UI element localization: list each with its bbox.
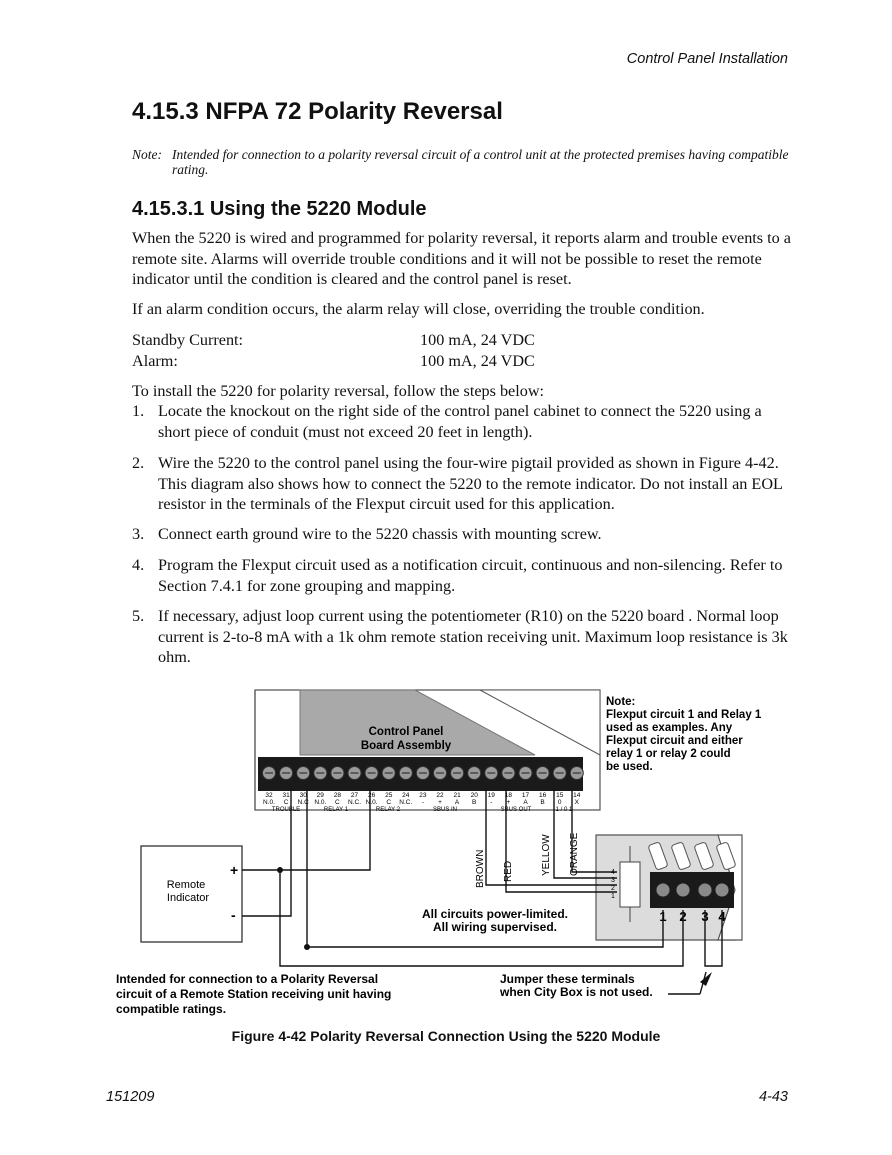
- plus-sign: +: [230, 862, 239, 878]
- alarm-paragraph: If an alarm condition occurs, the alarm relay will close, overriding the trouble condition.: [132, 300, 705, 318]
- step-text: If necessary, adjust loop current using the potentiometer (R10) on the 5220 board . Normal loop current is 2-to-8 mA with a 1k ohm remote station receiving unit. Maximum loop resistance is 3k ohm.: [158, 607, 788, 666]
- spec-value: 100 mA, 24 VDC: [420, 331, 535, 349]
- terminal-number: 17: [521, 792, 530, 799]
- note-line: relay 1 or relay 2 could: [606, 748, 731, 760]
- terminal-label: N.C.: [399, 799, 413, 806]
- terminal-number: 30: [299, 792, 307, 799]
- module-terminal-screw: [676, 883, 690, 897]
- wire-label: RED: [503, 860, 514, 882]
- intro-paragraph: When the 5220 is wired and programmed for polarity reversal, it reports alarm and trouble events to a remote site. Alarms will override trouble conditions and it will not be possible to reset the remote indicator until the condition is cleared and the control panel is reset.: [132, 229, 791, 288]
- step-number: 1.: [132, 402, 145, 420]
- terminal-number: 21: [453, 792, 461, 799]
- module-terminal-screw: [698, 883, 712, 897]
- remote-indicator-label: Remote: [166, 879, 206, 891]
- module-terminal-number: 1: [659, 909, 667, 924]
- terminal-number: 18: [504, 792, 513, 799]
- module-terminal-screw: [715, 883, 729, 897]
- note-line: be used.: [606, 761, 653, 773]
- wire-label: ORANGE: [569, 832, 580, 876]
- terminal-label: N.C: [297, 799, 309, 806]
- module-terminal-screw: [656, 883, 670, 897]
- note-line: used as examples. Any: [606, 722, 733, 734]
- remote-indicator-label: Indicator: [166, 892, 210, 904]
- terminal-label: X: [574, 799, 579, 806]
- terminal-number: 15: [556, 792, 564, 799]
- spec-label: Standby Current:: [132, 331, 244, 349]
- terminal-label: N.0.: [314, 799, 327, 806]
- terminal-number: 20: [470, 792, 478, 799]
- terminal-label: A: [523, 799, 528, 806]
- steps-intro: To install the 5220 for polarity reversal, follow the steps below:: [132, 382, 545, 400]
- module-terminal-number: 2: [679, 909, 687, 924]
- terminal-label: A: [454, 799, 460, 806]
- terminal-number: 32: [265, 792, 273, 799]
- terminal-label: -: [421, 799, 424, 806]
- remote-indicator: [141, 846, 242, 942]
- connector-pin: 4: [611, 869, 615, 876]
- terminal-label: +: [506, 799, 511, 806]
- terminal-number: 14: [573, 792, 581, 799]
- terminal-number: 29: [316, 792, 324, 799]
- terminal-number: 26: [367, 792, 376, 799]
- terminal-label: N.0.: [365, 799, 378, 806]
- terminal-number: 19: [487, 792, 495, 799]
- terminal-number: 16: [538, 792, 547, 799]
- left-note-line: circuit of a Remote Station receiving unit having: [116, 987, 392, 1001]
- terminal-group-label: TROUBLE: [271, 807, 301, 813]
- step-text: Program the Flexput circuit used as a notification circuit, continuous and non-silencing. Refer to Section 7.4.1 for zone grouping and mapping.: [158, 556, 783, 595]
- terminal-label: B: [540, 799, 545, 806]
- terminal-number: 25: [385, 792, 393, 799]
- step-number: 4.: [132, 556, 145, 574]
- terminal-number: 28: [333, 792, 342, 799]
- terminal-group-label: SBUS OUT: [500, 807, 532, 813]
- section-heading: 4.15.3 NFPA 72 Polarity Reversal: [132, 98, 503, 125]
- terminal-label: C: [283, 799, 289, 806]
- supervised-note: All wiring supervised.: [432, 920, 558, 934]
- step-number: 3.: [132, 525, 145, 543]
- terminal-label: -: [490, 799, 493, 806]
- running-header: Control Panel Installation: [626, 51, 788, 67]
- step-text: Wire the 5220 to the control panel using the four-wire pigtail provided as shown in Figure 4-42. This diagram also shows how to connect the 5220 to the remote indicator. Do not install an EOL resistor in the terminals of the Flexput circuit used for this application.: [158, 454, 783, 513]
- diagram-note: [606, 696, 762, 773]
- terminal-number: 27: [350, 792, 359, 799]
- page-number: 4-43: [758, 1089, 788, 1105]
- terminal-label: C: [335, 799, 340, 806]
- note-line: Note:: [606, 696, 636, 708]
- module-terminal-number: 4: [718, 909, 726, 924]
- terminal-label: +: [438, 799, 442, 806]
- terminal-number: 24: [402, 792, 410, 799]
- figure-caption: Figure 4-42 Polarity Reversal Connection Using the 5220 Module: [231, 1028, 661, 1044]
- jumper-note-line: Jumper these terminals: [500, 972, 635, 986]
- note-line: Flexput circuit 1 and Relay 1: [606, 709, 762, 721]
- left-note-line: compatible ratings.: [116, 1002, 227, 1016]
- terminal-label: N.C.: [348, 799, 361, 806]
- note-text: Intended for connection to a polarity reversal circuit of a control unit at the protected premises having compatible rating.: [172, 147, 789, 177]
- jumper-note-line: when City Box is not used.: [500, 985, 653, 999]
- connector-pin: 2: [611, 885, 615, 892]
- note-label: Note:: [132, 147, 162, 162]
- note-line: Flexput circuit and either: [606, 735, 743, 747]
- module-terminal-number: 3: [701, 909, 709, 924]
- terminal-label: B: [472, 799, 477, 806]
- spec-label: Alarm:: [132, 352, 178, 370]
- power-limited-note: All circuits power-limited.: [421, 907, 569, 921]
- spec-value: 100 mA, 24 VDC: [420, 352, 535, 370]
- terminal-group-label: RELAY 2: [375, 807, 401, 813]
- terminal-group-label: SBUS IN: [432, 807, 458, 813]
- terminal-number: 22: [436, 792, 444, 799]
- panel-label-line1: Control Panel: [368, 726, 444, 738]
- step-text: Connect earth ground wire to the 5220 chassis with mounting screw.: [158, 525, 602, 543]
- terminal-group-label: RELAY 1: [323, 807, 349, 813]
- subsection-heading: 4.15.3.1 Using the 5220 Module: [132, 198, 427, 220]
- module-5220: [596, 835, 742, 940]
- terminal-number: 31: [282, 792, 290, 799]
- step-number: 5.: [132, 607, 145, 625]
- connector-pin: 3: [611, 877, 615, 884]
- connector-pin: 1: [611, 893, 615, 900]
- step-number: 2.: [132, 454, 145, 472]
- terminal-group-label: 1 / 0 1: [555, 807, 573, 813]
- document-number: 151209: [106, 1089, 155, 1105]
- terminal-label: C: [386, 799, 392, 806]
- terminal-number: 23: [419, 792, 427, 799]
- pigtail-connector: [620, 862, 640, 907]
- wire-label: YELLOW: [541, 834, 552, 876]
- left-note-line: Intended for connection to a Polarity Reversal: [116, 972, 379, 986]
- wire-color-labels: [475, 832, 580, 888]
- panel-label-line2: Board Assembly: [360, 740, 452, 752]
- terminal-label: N.0.: [263, 799, 275, 806]
- terminal-label: 0: [557, 799, 562, 806]
- minus-sign: -: [231, 907, 236, 923]
- step-text: Locate the knockout on the right side of the control panel cabinet to connect the 5220 using a short piece of conduit (must not exceed 20 feet in length).: [158, 402, 762, 441]
- wire-label: BROWN: [475, 849, 486, 888]
